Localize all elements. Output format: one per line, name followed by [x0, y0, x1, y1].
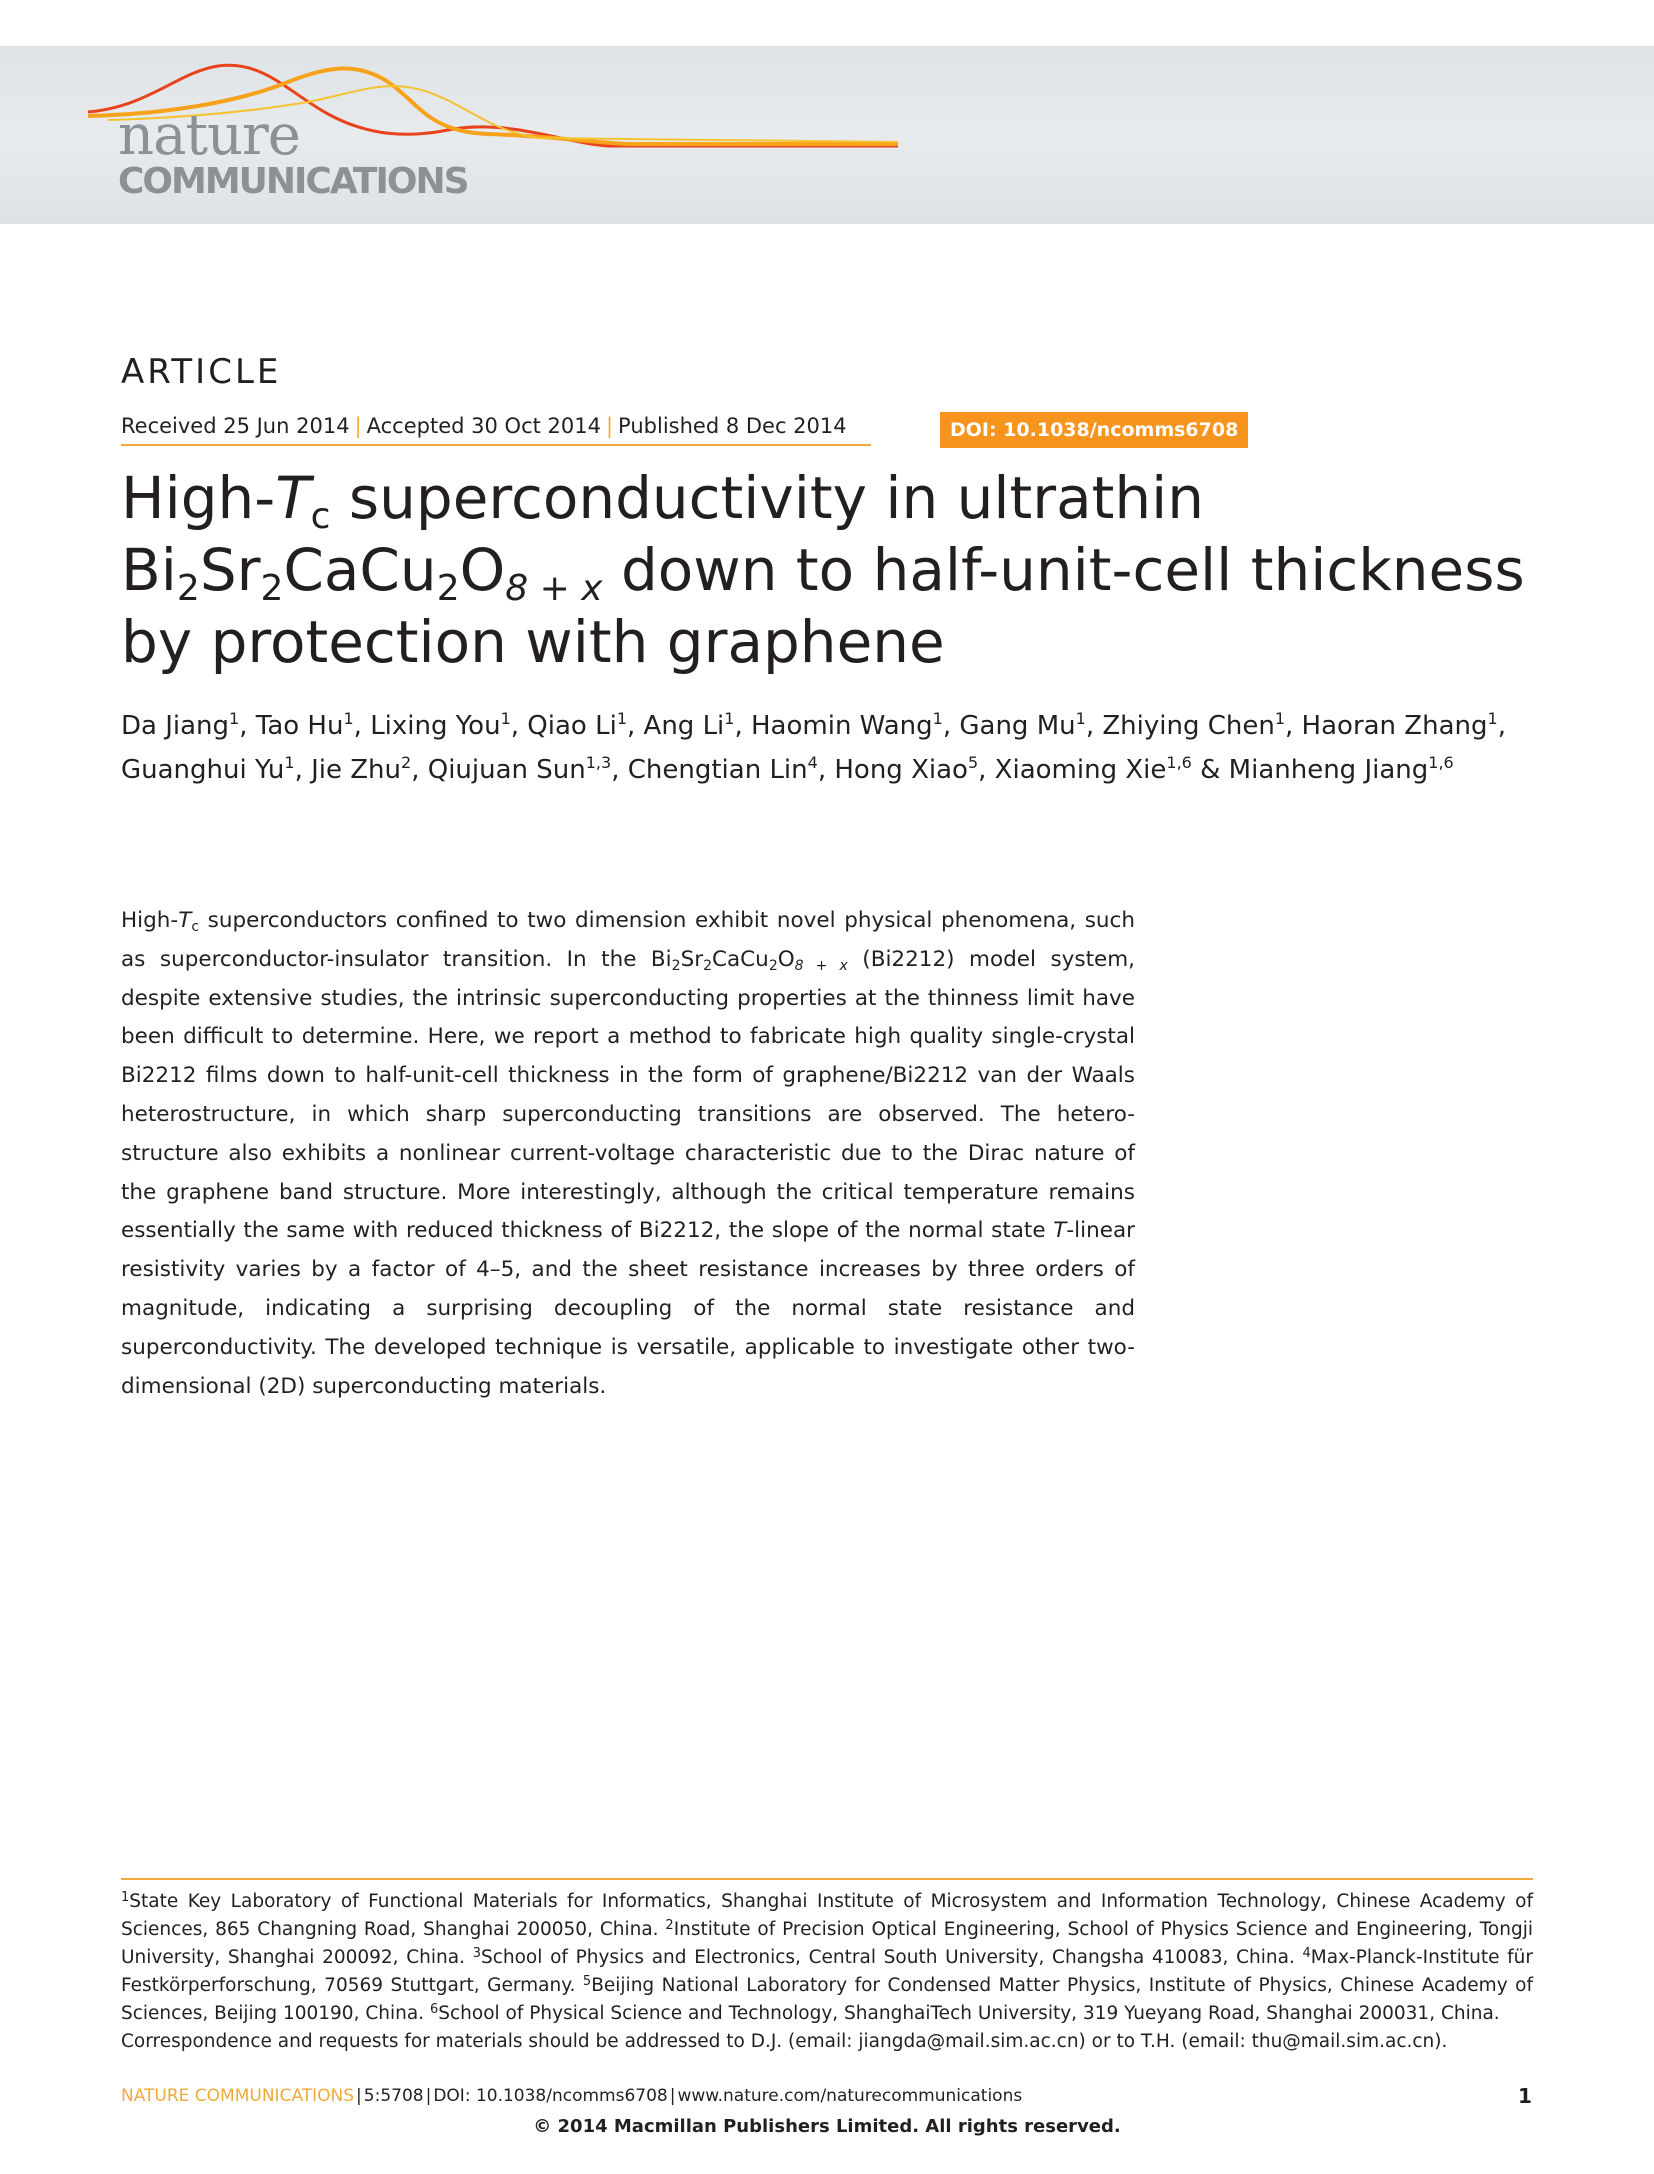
abstract-text: O	[777, 946, 795, 972]
author-affiliation-marker: 1	[616, 709, 627, 728]
abstract-text: (Bi2212) model system, despite extensive studies, the intrinsic superconducting properties at the thinness limit have been difficult to determine. Here, we report a method to fabricate high quality single-crystal Bi2212 films down to half-unit-cell thickness in the form of graphene/Bi2212 van der Waals heterostructure, in which sharp superconducting transitions are observed. The hetero-structure also exhibits a nonlinear current-voltage characteristic due to the Dirac nature of the graphene band structure. More interestingly, although the critical temperature remains essentially the same with reduced thickness of Bi2212, the slope of the normal state	[121, 946, 1136, 1244]
footer-separator: |	[425, 2086, 432, 2106]
affiliation-marker: 4	[1302, 1946, 1311, 1961]
affiliation-list	[121, 1891, 1533, 2024]
author-separator: ,	[510, 711, 528, 741]
article-type-label: ARTICLE	[121, 352, 282, 392]
author-separator: ,	[411, 755, 428, 785]
author-affiliation-marker: 1	[1487, 709, 1498, 728]
author-affiliation-marker: 1	[284, 753, 295, 772]
author-name: Mianheng Jiang	[1228, 755, 1429, 785]
author-affiliation-marker: 1	[1075, 709, 1086, 728]
author-name: Guanghui Yu	[121, 755, 285, 785]
author-affiliation-marker: 1	[500, 709, 511, 728]
author-name: Xiaoming Xie	[994, 755, 1167, 785]
title-part: superconductivity in ultrathin	[330, 464, 1205, 532]
abstract	[121, 902, 1135, 1406]
author-name: Qiujuan Sun	[427, 755, 586, 785]
affiliations-block	[121, 1888, 1533, 2056]
author-name: Jie Zhu	[311, 755, 402, 785]
author-separator: ,	[1285, 711, 1302, 741]
author-separator: ,	[942, 711, 960, 741]
formula-element: O	[459, 536, 506, 604]
title-part: High-	[121, 464, 276, 532]
footer-separator: |	[356, 2086, 362, 2106]
title-part: by protection with graphene	[121, 608, 945, 676]
accepted-date: Accepted 30 Oct 2014	[366, 414, 601, 438]
author-affiliation-marker: 4	[807, 753, 818, 772]
author-affiliation-marker: 1,6	[1166, 753, 1192, 772]
author-separator: ,	[734, 711, 751, 741]
abstract-text: superconductors confined to two dimension exhibit novel physical phenomena, such as superconductor-insulator transition. In the Bi	[121, 908, 1135, 972]
received-date: Received 25 Jun 2014	[121, 414, 350, 438]
affiliation-text: School of Physical Science and Technology, ShanghaiTech University, 319 Yueyang Road, Shanghai 200031, China.	[438, 2003, 1500, 2024]
author-name: Zhiying Chen	[1102, 711, 1275, 741]
page-number: 1	[1518, 2084, 1532, 2108]
author-separator: ,	[1085, 711, 1103, 741]
formula-subscript: 2	[768, 957, 778, 974]
author-separator: ,	[353, 711, 371, 741]
footer-doi: DOI: 10.1038/ncomms6708	[433, 2086, 668, 2106]
formula-subscript: 8 + x	[505, 568, 603, 609]
author-name: Qiao Li	[527, 711, 617, 741]
author-affiliation-marker: 1,6	[1428, 753, 1454, 772]
author-affiliation-marker: 1	[932, 709, 943, 728]
formula-subscript: 2	[436, 568, 460, 609]
affiliation-text: State Key Laboratory of Functional Materials for Informatics, Shanghai Institute of Microsystem and Information Technology, Chinese Academy of Sciences, 865 Changning Road, Shanghai 200050, China.	[121, 1891, 1533, 1940]
formula-element: Bi	[121, 536, 177, 604]
author-separator: ,	[1497, 711, 1506, 741]
article-dates	[121, 414, 871, 446]
author-name: Tao Hu	[255, 711, 344, 741]
logo-nature-text: nature	[118, 103, 300, 168]
abstract-t-symbol: T	[1053, 1218, 1067, 1244]
affiliation-marker: 3	[472, 1946, 481, 1961]
abstract-tc-symbol: T	[178, 908, 192, 933]
article-title	[121, 462, 1541, 678]
author-affiliation-marker: 1	[1274, 709, 1286, 728]
author-name: Hong Xiao	[834, 755, 968, 785]
abstract-text: Sr	[680, 946, 704, 972]
abstract-text: -linear resistivity varies by a factor of 4–5, and the sheet resistance increases by three orders of magnitude, indicating a surprising decoupling of the normal state resistance and superconductivity. The developed technique is versatile, applicable to investigate other two-dimensional (2D) superconducting materials.	[121, 1218, 1135, 1399]
author-affiliation-marker: 1,3	[585, 753, 612, 772]
author-name: Lixing You	[370, 711, 501, 741]
author-name: Gang Mu	[959, 711, 1076, 741]
author-affiliation-marker: 5	[967, 753, 979, 772]
affiliation-marker: 5	[582, 1974, 592, 1989]
page-footer	[121, 2086, 1022, 2106]
date-separator: |	[354, 414, 362, 438]
author-affiliation-marker: 2	[401, 753, 412, 772]
affiliation-text: Institute of Precision Optical Engineering, School of Physics Science and Engineering, Tongji University, Shanghai 200092, China.	[121, 1919, 1533, 1968]
author-separator: ,	[611, 755, 628, 785]
title-tc-symbol: T	[275, 464, 311, 532]
published-date: Published 8 Dec 2014	[618, 414, 847, 438]
author-name: Haomin Wang	[751, 711, 933, 741]
formula-subscript: 8 + x	[794, 957, 848, 974]
formula-element: CaCu	[283, 536, 437, 604]
affiliation-text: Beijing National Laboratory for Condensed Matter Physics, Institute of Physics, Chinese Academy of Sciences, Beijing 100190, China.	[121, 1975, 1533, 2024]
author-affiliation-marker: 1	[343, 709, 354, 728]
affiliation-text: School of Physics and Electronics, Central South University, Changsha 410083, China.	[480, 1947, 1303, 1968]
affiliation-marker: 6	[429, 2002, 439, 2017]
journal-masthead	[0, 46, 1654, 224]
footer-journal-name: NATURE COMMUNICATIONS	[121, 2086, 355, 2106]
author-name: Chengtian Lin	[627, 755, 808, 785]
author-separator: ,	[294, 755, 312, 785]
affiliation-marker: 1	[121, 1890, 130, 1905]
formula-subscript: 2	[176, 568, 200, 609]
author-separator: ,	[627, 711, 644, 741]
title-tc-subscript: c	[310, 496, 331, 537]
footer-url[interactable]: www.nature.com/naturecommunications	[677, 2086, 1023, 2106]
author-name: Ang Li	[643, 711, 725, 741]
author-affiliation-marker: 1	[724, 709, 735, 728]
logo-communications-text: COMMUNICATIONS	[118, 161, 468, 202]
affiliation-marker: 2	[665, 1918, 674, 1933]
date-separator: |	[605, 414, 614, 438]
abstract-text: CaCu	[711, 946, 769, 972]
formula-subscript: 2	[260, 568, 284, 609]
doi-badge[interactable]: DOI: 10.1038/ncomms6708	[940, 412, 1248, 448]
affiliation-text: Max-Planck-Institute für Festkörperforschung, 70569 Stuttgart, Germany.	[121, 1947, 1533, 1996]
footer-volume: 5:5708	[363, 2086, 424, 2106]
author-separator: ,	[817, 755, 835, 785]
footer-separator: |	[669, 2086, 676, 2106]
abstract-text: High-	[121, 908, 179, 933]
formula-subscript: 2	[703, 957, 712, 974]
author-separator: &	[1191, 755, 1229, 785]
author-separator: ,	[978, 755, 995, 785]
formula-subscript: 2	[671, 957, 681, 974]
author-name: Da Jiang	[121, 711, 230, 741]
author-list	[121, 704, 1541, 792]
copyright-notice: © 2014 Macmillan Publishers Limited. All rights reserved.	[533, 2116, 1121, 2137]
formula-element: Sr	[199, 536, 261, 604]
author-affiliation-marker: 1	[229, 709, 240, 728]
author-name: Haoran Zhang	[1301, 711, 1488, 741]
abstract-tc-subscript: c	[191, 919, 200, 935]
affiliations-divider	[121, 1878, 1533, 1880]
title-part: down to half-unit-cell thickness	[602, 536, 1525, 604]
author-separator: ,	[239, 711, 256, 741]
correspondence-note: Correspondence and requests for materials should be addressed to D.J. (email: jiangda@mail.sim.ac.cn) or to T.H. (email: thu@mail.sim.ac.cn).	[121, 2031, 1448, 2052]
